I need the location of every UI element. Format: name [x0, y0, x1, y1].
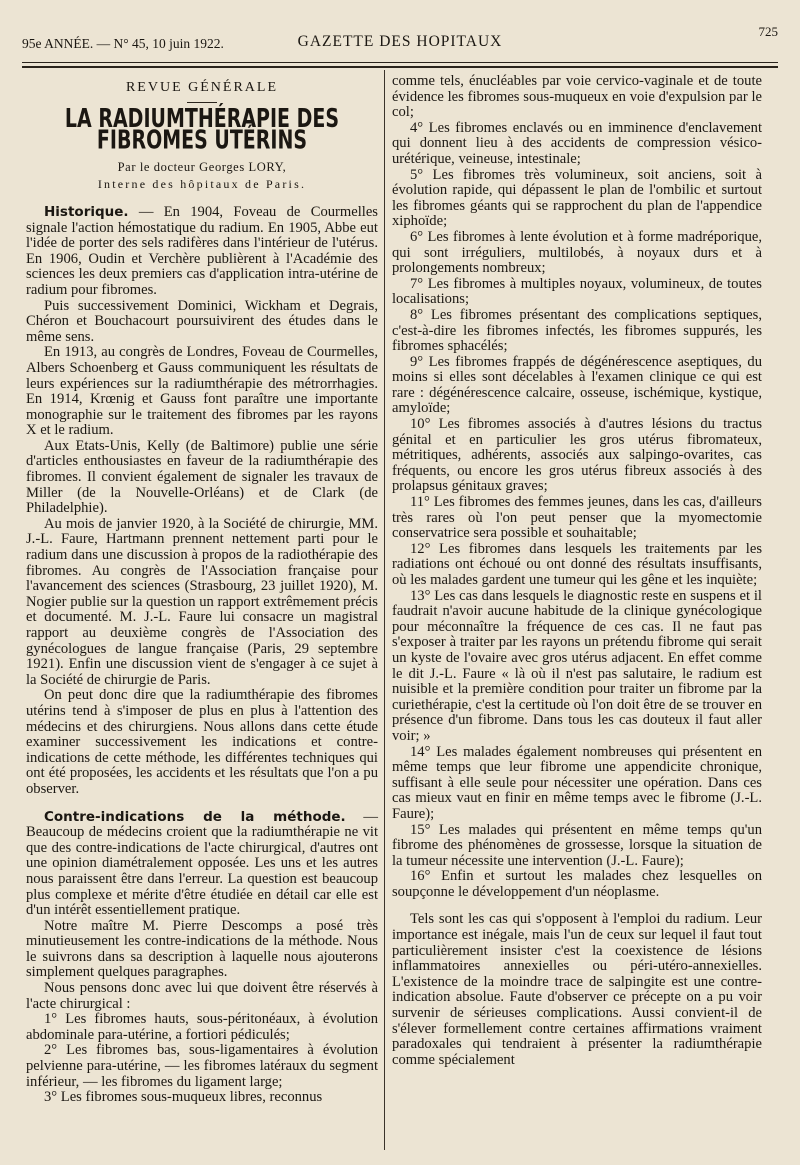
paragraph-historique [26, 205, 378, 299]
list-item: 7° Les fibromes à multiples noyaux, volumineux, de toutes localisations; [392, 275, 762, 308]
list-item: 8° Les fibromes présentant des complications septiques, c'est-à-dire les fibromes infectés, les fibromes suppurés, les fibromes sphacélés; [392, 306, 762, 355]
header-rule-thick [22, 66, 778, 68]
list-item: 16° Enfin et surtout les malades chez lesquelles on soupçonne le développement d'un néoplasme. [392, 868, 762, 900]
rubric-heading: REVUE GÉNÉRALE [125, 80, 279, 95]
paragraph: Notre maître M. Pierre Descomps a posé très minutieusement les contre-indications de la méthode. Nous le suivrons dans sa description à laquelle nous ajouterons simplement quelques paragraphes. [26, 917, 378, 981]
paragraph: Puis successivement Dominici, Wickham et Degrais, Chéron et Bouchacourt poursuivirent des études dans le même sens. [26, 297, 378, 345]
author-affiliation: Interne des hôpitaux de Paris. [97, 177, 307, 192]
list-item: 11° Les fibromes des femmes jeunes, dans les cas, d'ailleurs très rares où l'on peut penser que la myomectomie conservatrice sera possible et souhaitable; [392, 494, 762, 542]
section-heading-historique: Historique. [44, 203, 129, 220]
list-item: 9° Les fibromes frappés de dégénérescence aseptiques, du moins si elles sont décelables à l'examen clinique ce qui est rare : dégénérescence calcaire, osseuse, ischémique, kystique, amyloïde; [392, 353, 762, 417]
page-header [22, 24, 778, 64]
list-item: 6° Les fibromes à lente évolution et à forme madréporique, qui sont irréguliers, multilobés, à noyaux durs et à prolongements nombreux; [392, 228, 762, 277]
paragraph: Tels sont les cas qui s'opposent à l'emploi du radium. Leur importance est inégale, mais l'un de ceux sur lequel il faut tout particulièrement insister c'est la coexistence de lésions inflammatoires annexielles ou péri-utéro-annexielles. L'existence de la moindre trace de salpingite est une contre-indication absolue. Faute d'observer ce précepte on a pu voir survenir de sérieuses complications. Aussi convient-il de s'élever formellement contre certaines affirmations vraiment paradoxales qui tendraient à présenter la radiumthérapie comme spécialement [392, 911, 762, 1068]
journal-title: GAZETTE DES HOPITAUX [297, 33, 503, 50]
right-column [392, 74, 762, 1068]
list-item: 13° Les cas dans lesquels le diagnostic reste en suspens et il faudrait n'avoir aucune habitude de la clinique gynécologique pour méconnaître la fréquence de ces cas. Il ne faut pas s'exposer à traiter par les rayons un prétendu fibrome qui serait un kyste de l'ovaire avec gros utérus adjacent. En effet comme le dit J.-L. Faure « là où il n'est pas salutaire, le radium est nuisible et la première condition pour traiter un fibrome par la curiethérapie, c'est la certitude où l'on doit être de se trouver en présence d'un fibrome. Dans tous les cas douteux il faut aller voir; » [392, 587, 762, 744]
list-item: 2° Les fibromes bas, sous-ligamentaires à évolution pelvienne para-utérine, — les fibromes latéraux du segment inférieur, — les fibromes du ligament large; [26, 1042, 378, 1090]
paragraph-contre-indications [26, 810, 378, 919]
paragraph: Aux Etats-Unis, Kelly (de Baltimore) publie une série d'articles enthousiastes en faveur de la radiumthérapie des fibromes. Il convient également de signaler les travaux de Miller (de la Nouvelle-Orléans) et de Clark (de Philadelphie). [26, 437, 378, 517]
list-item: 5° Les fibromes très volumineux, soit anciens, soit à évolution rapide, qui dépassent le plan de l'ombilic et surtout les fibromes géants qui se rapprochent du plan de l'appendice xiphoïde; [392, 166, 762, 230]
page-number: 725 [758, 24, 778, 39]
list-item: 1° Les fibromes hauts, sous-péritonéaux, à évolution abdominale para-utérine, a fortiori pédiculés; [26, 1011, 378, 1043]
paragraph: On peut donc dire que la radiumthérapie des fibromes utérins tend à s'imposer de plus en plus à l'attention des médecins et des chirurgiens. Nous allons dans cette étude examiner successivement les indications et contre-indications de cette méthode, les différentes techniques qui ont été proposées, les accidents et les résultats que l'on a pu observer. [26, 687, 378, 797]
list-item: 3° Les fibromes sous-muqueux libres, reconnus [44, 1089, 323, 1106]
list-item: 14° Les malades également nombreuses qui présentent en même temps que leur fibrome une appendicite chronique, suffisant à elle seule pour nécessiter une opération. Dans ces cas mieux vaut en finir en même temps avec le fibrome (J.-L. Faure); [392, 743, 762, 822]
paragraph: Au mois de janvier 1920, à la Société de chirurgie, MM. J.-L. Faure, Hartmann prennent nettement parti pour le radium dans une discussion à propos de la radiothérapie des fibromes. Au congrès de l'Association française pour l'avancement des sciences (Strasbourg, 23 juillet 1920), M. Nogier publie sur la question un rapport extrêmement précis et documenté. M. J.-L. Faure lui consacre un magistral rapport au deuxième congrès de l'Association des gynécologues de langue française (Paris, 29 septembre 1921). Enfin une discussion vient de s'engager à ce sujet à la Société de chirurgie de Paris. [26, 515, 378, 688]
section-heading-contre-indications: Contre-indications de la méthode. [44, 808, 346, 825]
article-title: LA RADIUMTHÉRAPIE DES FIBROMES UTÉRINS [64, 103, 340, 155]
list-item: 10° Les fibromes associés à d'autres lésions du tractus génital et en particulier les gros utérus fibromateux, métritiques, adhérents, associés aux salpingo-ovarites, cas fréquents, ou encore les gros utérus fibreux associés à des prolapsus génitaux graves; [392, 416, 762, 495]
paragraph-text: — Beaucoup de médecins croient que la radiumthérapie ne vit que des contre-indications de l'acte chirurgical, d'autres ont une opinion diamétralement opposée. Les uns et les autres nous paraissent être dans l'erreur. La question est beaucoup plus complexe et mérite d'être étudiée en détail car elle est d'un intérêt essentiellement pratique. [26, 808, 378, 919]
issue-info: 95e ANNÉE. — N° 45, 10 juin 1922. [22, 36, 224, 51]
article-author: Par le docteur Georges LORY, [117, 159, 287, 174]
list-item: 12° Les fibromes dans lesquels les traitements par les radiations ont échoué ou ont donné des résultats insuffisants, où les malades gardent une tumeur qui les gêne et les inquiète; [392, 540, 762, 588]
list-item: 15° Les malades qui présentent en même temps qu'un fibrome des phénomènes de grossesse, lorsque la situation de la tumeur nécessite une intervention (J.-L. Faure); [392, 821, 762, 869]
paragraph: Nous pensons donc avec lui que doivent être réservés à l'acte chirurgical : [26, 980, 378, 1012]
rubric-rule [187, 102, 217, 103]
header-rule-thin [22, 62, 778, 63]
left-column [26, 74, 378, 1106]
paragraph-continued: comme tels, énucléables par voie cervico-vaginale et de toute évidence les fibromes sous-muqueux en voie d'expulsion par le col; [392, 73, 762, 121]
list-item: 4° Les fibromes enclavés ou en imminence d'enclavement qui donnent lieu à des accidents de compression vésico-urétérique, veineuse, intestinale; [392, 119, 762, 167]
column-divider [384, 70, 385, 1150]
paragraph: En 1913, au congrès de Londres, Foveau de Courmelles, Albers Schoenberg et Gauss communiquent les résultats de leurs expériences sur la radiumthérapie des métrorrhagies. En 1914, Krœnig et Gauss font paraître une importante monographie sur le traitement des fibromes par les rayons X et le radium. [26, 344, 378, 439]
paragraph-text: — En 1904, Foveau de Courmelles signale l'action hémostatique du radium. En 1905, Abbe eut l'idée de porter des sels radifères dans l'intérieur de l'utérus. En 1906, Oudin et Verchère publièrent à l'Académie des sciences les deux premiers cas d'application intra-utérine de radium pour fibromes. [26, 203, 378, 298]
